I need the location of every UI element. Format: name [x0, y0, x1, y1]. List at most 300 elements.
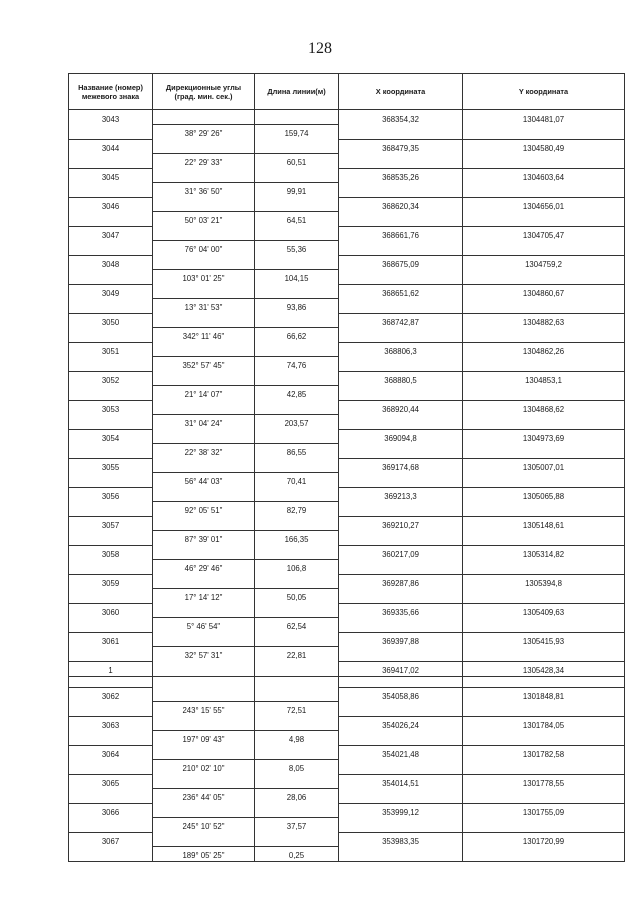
table-row	[69, 632, 625, 647]
length-cell: 4,98	[255, 731, 339, 746]
table-row	[69, 847, 625, 862]
point-name-cell: 3059	[69, 574, 153, 589]
point-name-cell	[69, 760, 153, 775]
table-row	[69, 687, 625, 702]
y-coordinate-cell	[463, 183, 625, 198]
table-row	[69, 328, 625, 343]
length-cell: 99,91	[255, 183, 339, 198]
length-cell	[255, 458, 339, 473]
angle-cell	[153, 255, 255, 270]
group-separator-row	[69, 676, 625, 687]
point-name-cell	[69, 847, 153, 862]
y-coordinate-cell	[463, 560, 625, 575]
separator-cell	[339, 676, 463, 687]
length-cell	[255, 603, 339, 618]
point-name-cell	[69, 154, 153, 169]
table-row	[69, 241, 625, 256]
point-name-cell	[69, 415, 153, 430]
length-cell: 62,54	[255, 618, 339, 633]
angle-cell	[153, 429, 255, 444]
y-coordinate-cell	[463, 328, 625, 343]
table-row	[69, 574, 625, 589]
angle-cell	[153, 487, 255, 502]
x-coordinate-cell	[339, 328, 463, 343]
point-name-cell	[69, 183, 153, 198]
point-name-cell	[69, 212, 153, 227]
x-coordinate-cell: 368651,62	[339, 284, 463, 299]
length-cell: 203,57	[255, 415, 339, 430]
angle-cell	[153, 284, 255, 299]
x-coordinate-cell	[339, 560, 463, 575]
table-row	[69, 702, 625, 717]
point-name-cell	[69, 702, 153, 717]
y-coordinate-cell: 1305409,63	[463, 603, 625, 618]
table-row	[69, 818, 625, 833]
x-coordinate-cell: 368806,3	[339, 342, 463, 357]
table-row	[69, 531, 625, 546]
angle-cell: 21° 14' 07"	[153, 386, 255, 401]
x-coordinate-cell: 368920,44	[339, 400, 463, 415]
x-coordinate-cell: 354058,86	[339, 687, 463, 702]
x-coordinate-cell	[339, 760, 463, 775]
x-coordinate-cell	[339, 444, 463, 459]
y-coordinate-cell: 1301784,05	[463, 716, 625, 731]
x-coordinate-cell: 369287,86	[339, 574, 463, 589]
y-coordinate-cell: 1304603,64	[463, 168, 625, 183]
table-row	[69, 371, 625, 386]
point-name-cell	[69, 647, 153, 662]
table-row	[69, 731, 625, 746]
x-coordinate-cell	[339, 212, 463, 227]
table-row	[69, 255, 625, 270]
table-row	[69, 618, 625, 633]
point-name-cell: 3067	[69, 832, 153, 847]
x-coordinate-cell: 368675,09	[339, 255, 463, 270]
x-coordinate-cell	[339, 299, 463, 314]
y-coordinate-cell	[463, 731, 625, 746]
point-name-cell: 3064	[69, 745, 153, 760]
y-coordinate-cell	[463, 618, 625, 633]
separator-cell	[69, 676, 153, 687]
y-coordinate-cell: 1304853,1	[463, 371, 625, 386]
page-number: 128	[308, 40, 332, 57]
point-name-cell: 3048	[69, 255, 153, 270]
x-coordinate-cell: 353999,12	[339, 803, 463, 818]
table-row	[69, 745, 625, 760]
table-row	[69, 168, 625, 183]
y-coordinate-cell	[463, 647, 625, 662]
length-cell: 64,51	[255, 212, 339, 227]
length-cell: 55,36	[255, 241, 339, 256]
x-coordinate-cell: 369174,68	[339, 458, 463, 473]
table-row	[69, 342, 625, 357]
y-coordinate-cell: 1304868,62	[463, 400, 625, 415]
angle-cell: 5° 46' 54"	[153, 618, 255, 633]
length-cell: 106,8	[255, 560, 339, 575]
length-cell: 86,55	[255, 444, 339, 459]
x-coordinate-cell	[339, 386, 463, 401]
length-cell	[255, 545, 339, 560]
y-coordinate-cell	[463, 847, 625, 862]
x-coordinate-cell: 368880,5	[339, 371, 463, 386]
x-coordinate-cell	[339, 473, 463, 488]
length-cell: 42,85	[255, 386, 339, 401]
table-row	[69, 400, 625, 415]
angle-cell	[153, 110, 255, 125]
point-name-cell: 3058	[69, 545, 153, 560]
length-cell: 60,51	[255, 154, 339, 169]
table-body	[69, 110, 625, 862]
x-coordinate-cell: 369210,27	[339, 516, 463, 531]
length-cell	[255, 803, 339, 818]
point-name-cell: 1	[69, 661, 153, 676]
length-cell	[255, 139, 339, 154]
x-coordinate-cell	[339, 618, 463, 633]
x-coordinate-cell	[339, 731, 463, 746]
angle-cell: 342° 11' 46"	[153, 328, 255, 343]
x-coordinate-cell	[339, 531, 463, 546]
y-coordinate-cell	[463, 760, 625, 775]
point-name-cell: 3051	[69, 342, 153, 357]
table-row	[69, 357, 625, 372]
length-cell: 93,86	[255, 299, 339, 314]
y-coordinate-cell	[463, 212, 625, 227]
length-cell: 22,81	[255, 647, 339, 662]
point-name-cell: 3054	[69, 429, 153, 444]
angle-cell	[153, 745, 255, 760]
angle-cell: 22° 38' 32"	[153, 444, 255, 459]
table-row	[69, 226, 625, 241]
y-coordinate-cell	[463, 125, 625, 140]
point-name-cell	[69, 473, 153, 488]
table-row	[69, 154, 625, 169]
x-coordinate-cell	[339, 647, 463, 662]
x-coordinate-cell: 368661,76	[339, 226, 463, 241]
angle-cell: 210° 02' 10"	[153, 760, 255, 775]
angle-cell	[153, 545, 255, 560]
point-name-cell: 3065	[69, 774, 153, 789]
length-cell	[255, 832, 339, 847]
table-row	[69, 284, 625, 299]
x-coordinate-cell	[339, 702, 463, 717]
x-coordinate-cell: 368354,32	[339, 110, 463, 125]
length-cell	[255, 255, 339, 270]
table-row	[69, 789, 625, 804]
y-coordinate-cell: 1304882,63	[463, 313, 625, 328]
x-coordinate-cell	[339, 154, 463, 169]
y-coordinate-cell	[463, 818, 625, 833]
length-cell	[255, 313, 339, 328]
y-coordinate-cell: 1304860,67	[463, 284, 625, 299]
angle-cell: 76° 04' 00"	[153, 241, 255, 256]
length-cell: 28,06	[255, 789, 339, 804]
x-coordinate-cell: 368620,34	[339, 197, 463, 212]
length-cell	[255, 632, 339, 647]
y-coordinate-cell	[463, 154, 625, 169]
angle-cell: 31° 04' 24"	[153, 415, 255, 430]
point-name-cell: 3060	[69, 603, 153, 618]
angle-cell: 50° 03' 21"	[153, 212, 255, 227]
y-coordinate-cell	[463, 789, 625, 804]
y-coordinate-cell: 1301755,09	[463, 803, 625, 818]
angle-cell	[153, 603, 255, 618]
y-coordinate-cell: 1305394,8	[463, 574, 625, 589]
angle-cell	[153, 687, 255, 702]
table-row	[69, 313, 625, 328]
angle-cell: 87° 39' 01"	[153, 531, 255, 546]
length-cell: 159,74	[255, 125, 339, 140]
point-name-cell: 3043	[69, 110, 153, 125]
angle-cell: 189° 05' 25"	[153, 847, 255, 862]
x-coordinate-cell: 369335,66	[339, 603, 463, 618]
angle-cell: 245° 10' 52"	[153, 818, 255, 833]
table-row	[69, 803, 625, 818]
table-row	[69, 603, 625, 618]
point-name-cell	[69, 125, 153, 140]
separator-cell	[153, 676, 255, 687]
table-row	[69, 270, 625, 285]
angle-cell: 17° 14' 12"	[153, 589, 255, 604]
point-name-cell	[69, 789, 153, 804]
angle-cell	[153, 716, 255, 731]
point-name-cell: 3046	[69, 197, 153, 212]
length-cell	[255, 342, 339, 357]
header-length: Длина линии(м)	[255, 74, 339, 110]
angle-cell	[153, 168, 255, 183]
x-coordinate-cell	[339, 847, 463, 862]
angle-cell	[153, 632, 255, 647]
length-cell	[255, 197, 339, 212]
point-name-cell: 3057	[69, 516, 153, 531]
table-row	[69, 716, 625, 731]
angle-cell: 197° 09' 43"	[153, 731, 255, 746]
y-coordinate-cell: 1305428,34	[463, 661, 625, 676]
angle-cell	[153, 342, 255, 357]
y-coordinate-cell: 1304973,69	[463, 429, 625, 444]
x-coordinate-cell	[339, 415, 463, 430]
point-name-cell: 3044	[69, 139, 153, 154]
separator-cell	[255, 676, 339, 687]
length-cell	[255, 516, 339, 531]
angle-cell: 103° 01' 25"	[153, 270, 255, 285]
x-coordinate-cell	[339, 125, 463, 140]
angle-cell: 236° 44' 05"	[153, 789, 255, 804]
angle-cell	[153, 197, 255, 212]
y-coordinate-cell	[463, 589, 625, 604]
y-coordinate-cell	[463, 270, 625, 285]
length-cell: 166,35	[255, 531, 339, 546]
angle-cell	[153, 516, 255, 531]
angle-cell: 13° 31' 53"	[153, 299, 255, 314]
header-angles: Дирекционные углы (град. мин. сек.)	[153, 74, 255, 110]
length-cell: 72,51	[255, 702, 339, 717]
table-header-row	[69, 74, 625, 110]
y-coordinate-cell: 1305148,61	[463, 516, 625, 531]
point-name-cell: 3063	[69, 716, 153, 731]
x-coordinate-cell: 368479,35	[339, 139, 463, 154]
point-name-cell	[69, 618, 153, 633]
header-y: Y координата	[463, 74, 625, 110]
point-name-cell: 3061	[69, 632, 153, 647]
y-coordinate-cell: 1305007,01	[463, 458, 625, 473]
table-row	[69, 125, 625, 140]
point-name-cell	[69, 731, 153, 746]
point-name-cell: 3049	[69, 284, 153, 299]
y-coordinate-cell: 1305065,88	[463, 487, 625, 502]
point-name-cell: 3062	[69, 687, 153, 702]
y-coordinate-cell	[463, 357, 625, 372]
y-coordinate-cell: 1301848,81	[463, 687, 625, 702]
table-row	[69, 386, 625, 401]
x-coordinate-cell	[339, 789, 463, 804]
table-row	[69, 139, 625, 154]
x-coordinate-cell: 369397,88	[339, 632, 463, 647]
angle-cell	[153, 661, 255, 676]
table-row	[69, 415, 625, 430]
point-name-cell	[69, 270, 153, 285]
x-coordinate-cell: 354021,48	[339, 745, 463, 760]
length-cell: 74,76	[255, 357, 339, 372]
x-coordinate-cell: 368535,26	[339, 168, 463, 183]
table-row	[69, 183, 625, 198]
y-coordinate-cell	[463, 473, 625, 488]
length-cell	[255, 168, 339, 183]
x-coordinate-cell: 353983,35	[339, 832, 463, 847]
x-coordinate-cell	[339, 502, 463, 517]
point-name-cell	[69, 531, 153, 546]
y-coordinate-cell	[463, 444, 625, 459]
table-row	[69, 647, 625, 662]
angle-cell	[153, 832, 255, 847]
x-coordinate-cell: 368742,87	[339, 313, 463, 328]
table-row	[69, 110, 625, 125]
table-row	[69, 516, 625, 531]
y-coordinate-cell: 1304656,01	[463, 197, 625, 212]
y-coordinate-cell	[463, 502, 625, 517]
table-row	[69, 832, 625, 847]
angle-cell	[153, 574, 255, 589]
point-name-cell	[69, 818, 153, 833]
angle-cell: 38° 29' 26"	[153, 125, 255, 140]
y-coordinate-cell: 1301782,58	[463, 745, 625, 760]
point-name-cell	[69, 502, 153, 517]
table-row	[69, 197, 625, 212]
point-name-cell: 3055	[69, 458, 153, 473]
angle-cell: 31° 36' 50"	[153, 183, 255, 198]
length-cell	[255, 110, 339, 125]
coordinates-table-wrapper	[68, 73, 625, 862]
length-cell	[255, 284, 339, 299]
table-row	[69, 661, 625, 676]
y-coordinate-cell: 1305415,93	[463, 632, 625, 647]
angle-cell	[153, 774, 255, 789]
angle-cell: 46° 29' 46"	[153, 560, 255, 575]
x-coordinate-cell: 354026,24	[339, 716, 463, 731]
point-name-cell	[69, 560, 153, 575]
separator-cell	[463, 676, 625, 687]
table-row	[69, 473, 625, 488]
length-cell	[255, 774, 339, 789]
table-row	[69, 502, 625, 517]
length-cell: 37,57	[255, 818, 339, 833]
angle-cell: 56° 44' 03"	[153, 473, 255, 488]
y-coordinate-cell: 1304481,07	[463, 110, 625, 125]
angle-cell	[153, 226, 255, 241]
x-coordinate-cell: 354014,51	[339, 774, 463, 789]
point-name-cell	[69, 241, 153, 256]
table-row	[69, 212, 625, 227]
x-coordinate-cell	[339, 818, 463, 833]
point-name-cell	[69, 328, 153, 343]
length-cell	[255, 487, 339, 502]
angle-cell	[153, 400, 255, 415]
x-coordinate-cell	[339, 357, 463, 372]
point-name-cell: 3056	[69, 487, 153, 502]
x-coordinate-cell: 360217,09	[339, 545, 463, 560]
length-cell	[255, 400, 339, 415]
table-row	[69, 774, 625, 789]
y-coordinate-cell: 1304862,26	[463, 342, 625, 357]
x-coordinate-cell	[339, 241, 463, 256]
point-name-cell: 3047	[69, 226, 153, 241]
angle-cell: 92° 05' 51"	[153, 502, 255, 517]
table-row	[69, 458, 625, 473]
point-name-cell: 3052	[69, 371, 153, 386]
x-coordinate-cell	[339, 183, 463, 198]
table-row	[69, 429, 625, 444]
length-cell	[255, 226, 339, 241]
length-cell: 0,25	[255, 847, 339, 862]
point-name-cell	[69, 589, 153, 604]
point-name-cell	[69, 299, 153, 314]
table-row	[69, 560, 625, 575]
header-name: Название (номер) межевого знака	[69, 74, 153, 110]
angle-cell: 352° 57' 45"	[153, 357, 255, 372]
table-row	[69, 545, 625, 560]
y-coordinate-cell	[463, 415, 625, 430]
angle-cell	[153, 313, 255, 328]
point-name-cell: 3045	[69, 168, 153, 183]
point-name-cell	[69, 444, 153, 459]
y-coordinate-cell: 1301720,99	[463, 832, 625, 847]
y-coordinate-cell	[463, 299, 625, 314]
point-name-cell	[69, 357, 153, 372]
angle-cell	[153, 139, 255, 154]
y-coordinate-cell: 1301778,55	[463, 774, 625, 789]
y-coordinate-cell: 1305314,82	[463, 545, 625, 560]
y-coordinate-cell: 1304759,2	[463, 255, 625, 270]
length-cell	[255, 371, 339, 386]
length-cell: 104,15	[255, 270, 339, 285]
x-coordinate-cell	[339, 589, 463, 604]
angle-cell	[153, 371, 255, 386]
x-coordinate-cell: 369094,8	[339, 429, 463, 444]
y-coordinate-cell: 1304580,49	[463, 139, 625, 154]
length-cell	[255, 429, 339, 444]
y-coordinate-cell	[463, 702, 625, 717]
length-cell: 82,79	[255, 502, 339, 517]
point-name-cell: 3053	[69, 400, 153, 415]
angle-cell	[153, 803, 255, 818]
angle-cell: 22° 29' 33"	[153, 154, 255, 169]
table-row	[69, 589, 625, 604]
length-cell: 66,62	[255, 328, 339, 343]
angle-cell: 243° 15' 55"	[153, 702, 255, 717]
length-cell	[255, 716, 339, 731]
x-coordinate-cell	[339, 270, 463, 285]
length-cell: 70,41	[255, 473, 339, 488]
angle-cell	[153, 458, 255, 473]
